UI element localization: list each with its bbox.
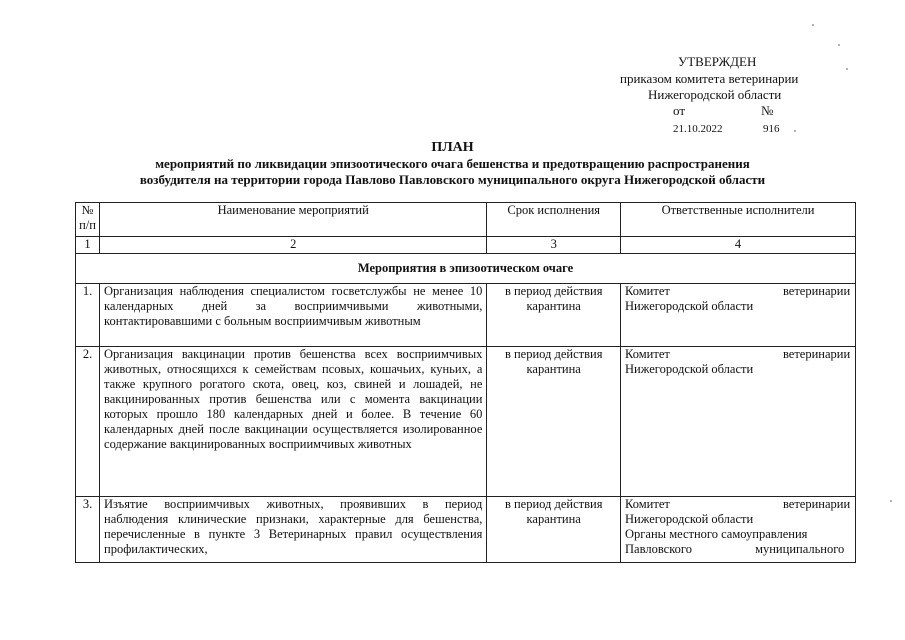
column-number-row <box>76 237 856 254</box>
col-number: 4 <box>621 237 856 254</box>
header-num: № п/п <box>76 203 100 237</box>
col-number: 3 <box>487 237 621 254</box>
row-term: в период действия карантина <box>487 284 621 347</box>
document-subtitle-line2: возбудителя на территории города Павлово Павловского муниципального округа Нижегородской области <box>139 172 766 187</box>
scan-speck <box>812 24 814 26</box>
responsible-line: Комитет ветеринарии <box>625 284 851 298</box>
row-term: в период действия карантина <box>487 347 621 497</box>
header-responsible: Ответственные исполнители <box>621 203 856 237</box>
approval-date-label: от <box>673 103 686 118</box>
table-row <box>76 284 856 347</box>
responsible-line: Органы местного самоуправления <box>625 527 808 541</box>
row-activity: Организация вакцинации против бешенства всех восприимчивых животных, относящихся к семействам псовых, кошачьих, куньих, а также крупного рогатого скота, овец, коз, свиней и лошадей, не вакцинированных против бешенства или с момента вакцинации которых прошло 180 календарных дней и более. В течение 60 календарных дней после вакцинации осуществляется изолированное содержание вакцинированных восприимчивых животных <box>100 347 487 497</box>
approval-date-value: 21.10.2022 <box>673 123 723 135</box>
document-heading: ПЛАН <box>431 140 474 155</box>
responsible-line: Комитет ветеринарии <box>625 347 851 361</box>
document-subtitle-line1: мероприятий по ликвидации эпизоотического очага бешенства и предотвращению распространения <box>155 156 750 171</box>
row-responsible <box>621 284 856 347</box>
responsible-line: Нижегородской области <box>625 512 754 526</box>
row-term: в период действия карантина <box>487 497 621 563</box>
scan-speck <box>846 68 848 70</box>
scan-speck <box>794 130 796 132</box>
approval-number-label: № <box>761 103 774 118</box>
table-header-row <box>76 203 856 237</box>
row-number: 2. <box>76 347 100 497</box>
row-responsible <box>621 347 856 497</box>
approval-region: Нижегородской области <box>648 87 782 102</box>
approval-order: приказом комитета ветеринарии <box>620 71 799 86</box>
header-term: Срок исполнения <box>487 203 621 237</box>
row-responsible <box>621 497 856 563</box>
plan-table <box>75 202 856 563</box>
scan-speck <box>890 500 892 502</box>
row-number: 1. <box>76 284 100 347</box>
table-row <box>76 497 856 563</box>
col-number: 2 <box>100 237 487 254</box>
scan-speck <box>838 44 840 46</box>
responsible-line: Комитет ветеринарии <box>625 497 851 511</box>
table-row <box>76 347 856 497</box>
header-name: Наименование мероприятий <box>100 203 487 237</box>
col-number: 1 <box>76 237 100 254</box>
responsible-line: Павловского муниципального <box>625 542 845 556</box>
responsible-line: Нижегородской области <box>625 362 754 376</box>
approval-status: УТВЕРЖДЕН <box>678 54 757 69</box>
responsible-line: Нижегородской области <box>625 299 754 313</box>
row-activity: Изъятие восприимчивых животных, проявивших в период наблюдения клинические признаки, характерные для бешенства, перечисленные в пункте 3 Ветеринарных правил осуществления профилактических, <box>100 497 487 563</box>
section-row <box>76 254 856 284</box>
section-title: Мероприятия в эпизоотическом очаге <box>76 254 856 284</box>
row-number: 3. <box>76 497 100 563</box>
row-activity: Организация наблюдения специалистом госветслужбы не менее 10 календарных дней за восприимчивыми животными, контактировавшими с больным восприимчивым животным <box>100 284 487 347</box>
approval-number-value: 916 <box>763 123 780 135</box>
